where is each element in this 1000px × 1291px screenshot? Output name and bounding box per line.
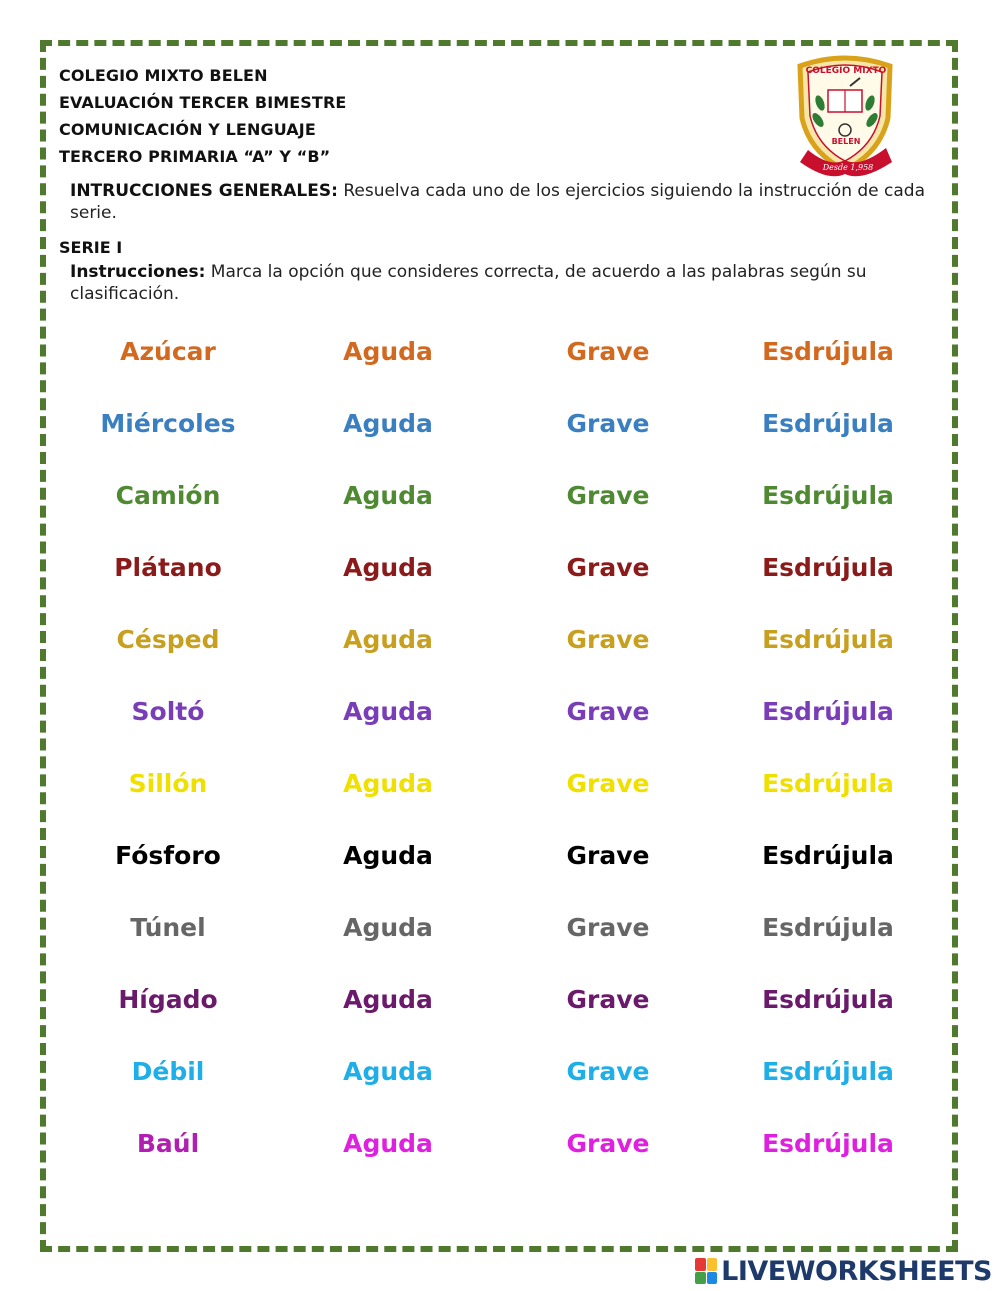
option-aguda[interactable]: Aguda bbox=[343, 481, 433, 510]
option-esdrujula[interactable]: Esdrújula bbox=[762, 409, 894, 438]
option-grave[interactable]: Grave bbox=[566, 553, 650, 582]
table-row bbox=[58, 460, 938, 532]
option-aguda[interactable]: Aguda bbox=[343, 1129, 433, 1158]
word-label: Camión bbox=[115, 481, 221, 510]
word-label: Miércoles bbox=[100, 409, 236, 438]
logo-ribbon-text: Desde 1,958 bbox=[822, 163, 874, 172]
option-esdrujula[interactable]: Esdrújula bbox=[762, 481, 894, 510]
option-grave[interactable]: Grave bbox=[566, 1129, 650, 1158]
option-grave[interactable]: Grave bbox=[566, 409, 650, 438]
option-esdrujula[interactable]: Esdrújula bbox=[762, 625, 894, 654]
logo-top-text: COLEGIO MIXTO bbox=[805, 66, 887, 76]
option-esdrujula[interactable]: Esdrújula bbox=[762, 1057, 894, 1086]
series-instructions-label: Instrucciones: bbox=[70, 262, 206, 282]
option-aguda[interactable]: Aguda bbox=[343, 553, 433, 582]
school-header bbox=[59, 62, 346, 170]
option-grave[interactable]: Grave bbox=[566, 985, 650, 1014]
option-aguda[interactable]: Aguda bbox=[343, 985, 433, 1014]
header-line-grade: TERCERO PRIMARIA “A” Y “B” bbox=[59, 147, 331, 166]
option-esdrujula[interactable]: Esdrújula bbox=[762, 841, 894, 870]
table-row bbox=[58, 892, 938, 964]
general-instructions bbox=[70, 180, 940, 224]
liveworksheets-brand: LIVEWORKSHEETS bbox=[721, 1255, 992, 1287]
table-row bbox=[58, 604, 938, 676]
option-aguda[interactable]: Aguda bbox=[343, 841, 433, 870]
liveworksheets-footer bbox=[695, 1256, 992, 1286]
option-grave[interactable]: Grave bbox=[566, 625, 650, 654]
option-grave[interactable]: Grave bbox=[566, 697, 650, 726]
header-line-school: COLEGIO MIXTO BELEN bbox=[59, 66, 268, 85]
table-row bbox=[58, 676, 938, 748]
option-aguda[interactable]: Aguda bbox=[343, 769, 433, 798]
option-grave[interactable]: Grave bbox=[566, 913, 650, 942]
series-instructions-text: Marca la opción que consideres correcta, de acuerdo a las palabras según su clasificación. bbox=[70, 262, 867, 304]
word-label: Débil bbox=[131, 1057, 205, 1086]
option-esdrujula[interactable]: Esdrújula bbox=[762, 985, 894, 1014]
general-instructions-text: Resuelva cada uno de los ejercicios siguiendo la instrucción de cada serie. bbox=[70, 181, 926, 223]
table-row bbox=[58, 388, 938, 460]
logo-bottom-text: BELEN bbox=[831, 137, 861, 146]
option-esdrujula[interactable]: Esdrújula bbox=[762, 913, 894, 942]
option-aguda[interactable]: Aguda bbox=[343, 625, 433, 654]
table-row bbox=[58, 1108, 938, 1180]
word-label: Soltó bbox=[131, 697, 205, 726]
classification-grid bbox=[58, 316, 938, 1180]
header-line-evaluation: EVALUACIÓN TERCER BIMESTRE bbox=[59, 93, 347, 112]
school-crest-logo bbox=[790, 48, 900, 178]
general-instructions-label: INTRUCCIONES GENERALES: bbox=[70, 181, 338, 201]
table-row bbox=[58, 964, 938, 1036]
liveworksheets-logo-icon bbox=[695, 1258, 717, 1284]
option-aguda[interactable]: Aguda bbox=[343, 1057, 433, 1086]
option-aguda[interactable]: Aguda bbox=[343, 337, 433, 366]
option-esdrujula[interactable]: Esdrújula bbox=[762, 697, 894, 726]
word-label: Sillón bbox=[128, 769, 208, 798]
option-esdrujula[interactable]: Esdrújula bbox=[762, 769, 894, 798]
option-esdrujula[interactable]: Esdrújula bbox=[762, 337, 894, 366]
word-label: Túnel bbox=[130, 913, 206, 942]
word-label: Césped bbox=[116, 625, 220, 654]
option-esdrujula[interactable]: Esdrújula bbox=[762, 553, 894, 582]
option-grave[interactable]: Grave bbox=[566, 481, 650, 510]
option-grave[interactable]: Grave bbox=[566, 337, 650, 366]
header-line-subject: COMUNICACIÓN Y LENGUAJE bbox=[59, 120, 316, 139]
series-instructions bbox=[70, 261, 940, 305]
table-row bbox=[58, 316, 938, 388]
option-grave[interactable]: Grave bbox=[566, 1057, 650, 1086]
option-grave[interactable]: Grave bbox=[566, 841, 650, 870]
option-aguda[interactable]: Aguda bbox=[343, 409, 433, 438]
option-aguda[interactable]: Aguda bbox=[343, 697, 433, 726]
table-row bbox=[58, 820, 938, 892]
series-title: SERIE I bbox=[59, 238, 123, 257]
word-label: Plátano bbox=[114, 553, 222, 582]
option-grave[interactable]: Grave bbox=[566, 769, 650, 798]
table-row bbox=[58, 748, 938, 820]
table-row bbox=[58, 1036, 938, 1108]
option-esdrujula[interactable]: Esdrújula bbox=[762, 1129, 894, 1158]
option-aguda[interactable]: Aguda bbox=[343, 913, 433, 942]
word-label: Hígado bbox=[118, 985, 218, 1014]
word-label: Fósforo bbox=[115, 841, 221, 870]
word-label: Baúl bbox=[136, 1129, 200, 1158]
table-row bbox=[58, 532, 938, 604]
word-label: Azúcar bbox=[120, 337, 216, 366]
